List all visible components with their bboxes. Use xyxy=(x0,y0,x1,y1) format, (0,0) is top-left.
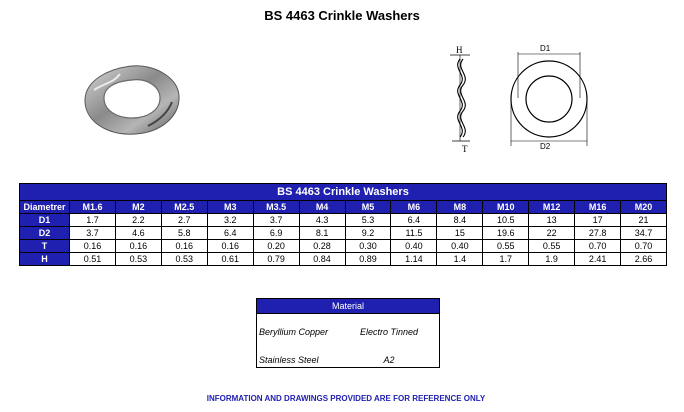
table-cell: 4.6 xyxy=(115,227,161,240)
material-heading: Material xyxy=(257,299,439,314)
table-cell: 0.84 xyxy=(299,253,345,266)
size-header: M2 xyxy=(115,201,161,214)
table-cell: 0.55 xyxy=(529,240,575,253)
table-row xyxy=(20,214,667,227)
dimensions-table xyxy=(19,183,667,266)
table-cell: 21 xyxy=(621,214,667,227)
row-label: D1 xyxy=(20,214,70,227)
side-view-drawing xyxy=(446,45,482,155)
table-cell: 0.70 xyxy=(575,240,621,253)
table-cell: 19.6 xyxy=(483,227,529,240)
table-cell: 0.16 xyxy=(70,240,116,253)
table-cell: 0.30 xyxy=(345,240,391,253)
washer-photo xyxy=(82,62,182,137)
table-cell: 8.1 xyxy=(299,227,345,240)
table-cell: 0.16 xyxy=(115,240,161,253)
table-cell: 0.40 xyxy=(437,240,483,253)
table-cell: 11.5 xyxy=(391,227,437,240)
table-row xyxy=(20,227,667,240)
table-cell: 0.53 xyxy=(115,253,161,266)
size-header: M2.5 xyxy=(161,201,207,214)
table-cell: 5.3 xyxy=(345,214,391,227)
size-header: M8 xyxy=(437,201,483,214)
table-cell: 8.4 xyxy=(437,214,483,227)
table-cell: 0.51 xyxy=(70,253,116,266)
corner-cell: Diametrer xyxy=(20,201,70,214)
t-label: T xyxy=(462,144,468,154)
table-cell: 0.40 xyxy=(391,240,437,253)
table-cell: 0.79 xyxy=(253,253,299,266)
table-cell: 6.4 xyxy=(207,227,253,240)
table-row xyxy=(20,253,667,266)
table-cell: 4.3 xyxy=(299,214,345,227)
size-header: M3 xyxy=(207,201,253,214)
size-header: M3.5 xyxy=(253,201,299,214)
d1-label: D1 xyxy=(540,44,551,53)
size-header: M6 xyxy=(391,201,437,214)
table-cell: 0.70 xyxy=(621,240,667,253)
table-cell: 2.7 xyxy=(161,214,207,227)
table-cell: 3.2 xyxy=(207,214,253,227)
table-heading: BS 4463 Crinkle Washers xyxy=(20,184,667,201)
material-table xyxy=(256,298,440,368)
size-header: M1.6 xyxy=(70,201,116,214)
table-cell: 5.8 xyxy=(161,227,207,240)
table-cell: 2.66 xyxy=(621,253,667,266)
table-cell: 0.28 xyxy=(299,240,345,253)
table-cell: 13 xyxy=(529,214,575,227)
disclaimer-text: INFORMATION AND DRAWINGS PROVIDED ARE FOR REFERENCE ONLY xyxy=(206,394,486,403)
table-cell: 0.53 xyxy=(161,253,207,266)
table-cell: 0.16 xyxy=(207,240,253,253)
material-finish: Electro Tinned xyxy=(360,327,418,337)
table-cell: 0.89 xyxy=(345,253,391,266)
table-cell: 34.7 xyxy=(621,227,667,240)
table-cell: 2.41 xyxy=(575,253,621,266)
table-cell: 3.7 xyxy=(70,227,116,240)
table-cell: 0.55 xyxy=(483,240,529,253)
table-cell: 0.16 xyxy=(161,240,207,253)
table-row xyxy=(20,240,667,253)
table-cell: 1.9 xyxy=(529,253,575,266)
material-finish: A2 xyxy=(383,355,395,365)
table-cell: 1.14 xyxy=(391,253,437,266)
table-cell: 17 xyxy=(575,214,621,227)
table-cell: 1.4 xyxy=(437,253,483,266)
size-header: M4 xyxy=(299,201,345,214)
material-name: Stainless Steel xyxy=(259,355,319,365)
table-cell: 6.4 xyxy=(391,214,437,227)
size-header: M20 xyxy=(621,201,667,214)
page-title: BS 4463 Crinkle Washers xyxy=(264,8,420,23)
table-cell: 6.9 xyxy=(253,227,299,240)
size-header: M12 xyxy=(529,201,575,214)
table-cell: 10.5 xyxy=(483,214,529,227)
row-label: H xyxy=(20,253,70,266)
h-label: H xyxy=(456,45,463,55)
table-cell: 22 xyxy=(529,227,575,240)
table-cell: 1.7 xyxy=(483,253,529,266)
table-cell: 1.7 xyxy=(70,214,116,227)
table-cell: 0.61 xyxy=(207,253,253,266)
d2-label: D2 xyxy=(540,142,551,151)
table-cell: 0.20 xyxy=(253,240,299,253)
front-view-drawing xyxy=(496,42,606,157)
size-header: M10 xyxy=(483,201,529,214)
material-name: Beryllium Copper xyxy=(259,327,329,337)
size-header: M16 xyxy=(575,201,621,214)
table-cell: 3.7 xyxy=(253,214,299,227)
table-cell: 2.2 xyxy=(115,214,161,227)
table-header-row xyxy=(20,201,667,214)
size-header: M5 xyxy=(345,201,391,214)
table-cell: 15 xyxy=(437,227,483,240)
row-label: T xyxy=(20,240,70,253)
table-cell: 27.8 xyxy=(575,227,621,240)
table-cell: 9.2 xyxy=(345,227,391,240)
row-label: D2 xyxy=(20,227,70,240)
